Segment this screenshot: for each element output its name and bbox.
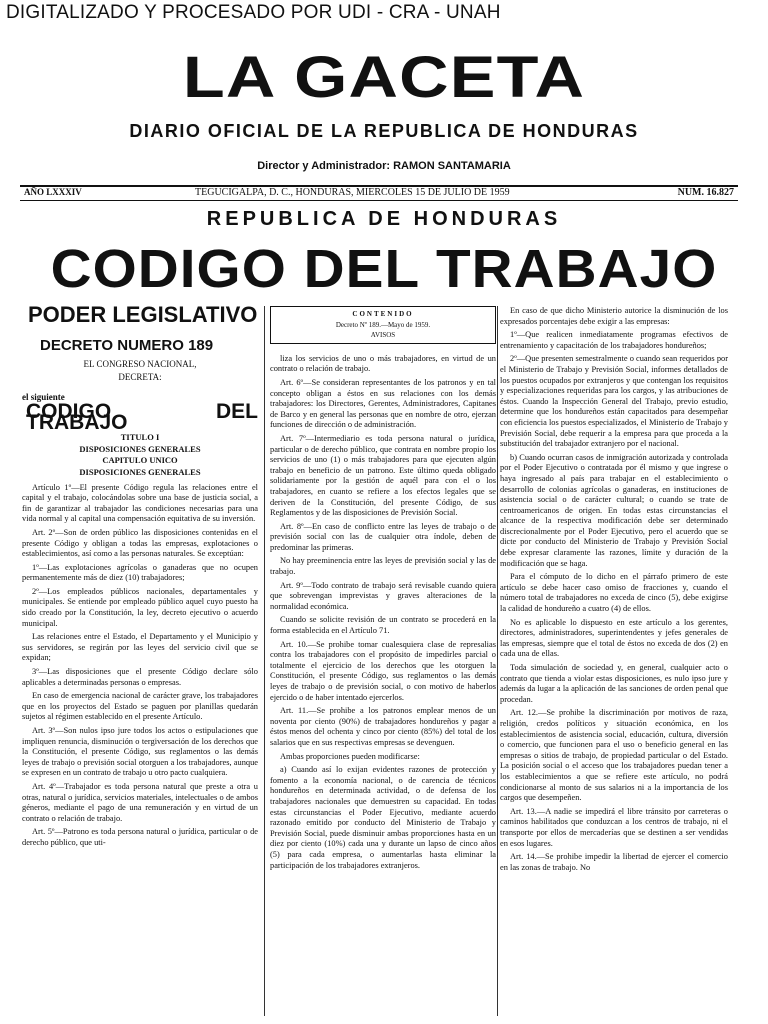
paragraph: Art. 9º—Todo contrato de trabajo será revisable cuando quiera que sobrevengan imprevistas y graves alteraciones de la normalidad económica. (270, 580, 496, 611)
paragraph: Para el cómputo de lo dicho en el párrafo primero de este artículo se debe hacer caso omiso de fracciones y, cuando el número total de trabajadores no exceda de cinco (5), debe exigirse la calidad de hondureño a cuatro (4) de ellos. (500, 572, 728, 614)
paragraph: En caso de que dicho Ministerio autorice la disminución de los expresados porcentajes debe exigir a las empresas: (500, 306, 728, 326)
paragraph: Art. 11.—Se prohibe a los patronos emplear menos de un noventa por ciento (90%) de trabajadores hondureños y pagar a éstos menos del ochenta y cinco por ciento (85%) del total de los salarios que en sus respectivas empresas se devenguen. (270, 706, 496, 747)
disposiciones-subheading: DISPOSICIONES GENERALES (79, 466, 201, 477)
paragraph: No es aplicable lo dispuesto en este artículo a los gerentes, directores, administradores, superintendentes y jefes generales de las empresas, siempre que el total de éstos no exceda de dos (2) en cada una de ellas. (500, 617, 728, 659)
paragraph: Ambas proporciones pueden modificarse: (280, 751, 420, 761)
disposiciones-heading: DISPOSICIONES GENERALES (79, 443, 201, 454)
paragraph: 2º—Que presenten semestralmente o cuando sean requeridos por el Ministerio de Trabajo y Previsión Social, informes detallados de los puestos ocupados por extranjeros y que contengan los requisitos y especializaciones requeridas para los cargos, y las atribuciones de éstos. Cuando la Inspección General del Trabajo, previo estudio, determine que los hondureños están capacitados para desempeñar con eficiencia los puestos especializados, el Ministerio de Trabajo y Previsión Social, debe requerir a la empresa para que proceda a la substitución del trabajador extranjero por el nacional. (500, 354, 728, 449)
paragraph: Art. 4º—Trabajador es toda persona natural que preste a otra u otras, natural o jurídica, servicios materiales, intelectuales o de ambos géneros, mediante el pago de una remuneración y en virtud de un contrato o relación de trabajo. (22, 781, 258, 823)
column-3 (500, 306, 728, 876)
paragraph: 2º—Los empleados públicos nacionales, departamentales y municipales. Se entiende por empleado público aquel cuyo puesto ha sido creado por la Constitución, la ley, decreto ejecutivo o acuerdo municipal. (22, 586, 258, 628)
poder-legislativo-heading: PODER LEGISLATIVO (28, 302, 258, 327)
codigo-title: CODIGO DEL TRABAJO (50, 239, 718, 299)
column-rule (264, 306, 265, 1016)
paragraph: Art. 13.—A nadie se impedirá el libre tránsito por carreteras o caminos habilitados que conduzcan a los centros de trabajo, ni el transporte por ellos de mercaderías que se destinen a ser vendidas en esos lugares. (500, 806, 728, 848)
place-date: TEGUCIGALPA, D. C., HONDURAS, MIERCOLES 15 DE JULIO DE 1959 (195, 187, 510, 198)
column-3-paragraphs (500, 306, 728, 873)
paragraph: Art. 6º—Se consideran representantes de los patronos y en tal concepto obligan a éstos en sus relaciones con los demás trabajadores: los Directores, Gerentes, Administradores, Capitanes de Barco y en general las personas que en nombre de otro, ejerzan funciones de dirección o de administración. (270, 377, 496, 430)
paragraph: Toda simulación de sociedad y, en general, cualquier acto o contrato que tienda a violar estas disposiciones, es nulo ipso jure y además da lugar a la aplicación de las sanciones de orden penal que procedan. (500, 663, 728, 704)
siguiente-line: el siguiente (22, 392, 65, 403)
paragraph: Art. 12.—Se prohibe la discriminación por motivos de raza, religión, credos políticos y situación económica, en los establecimientos de asistencia social, educación, cultura, diversión o comercio, que funcionen para el uso o beneficio general en las empresas o sitios de trabajo, de propiedad particular o del Estado. La posición social o el acceso que los trabajadores puedan tener a los establecimientos a que se refiere este artículo, no podrá condicionarse al monto de sus salarios ni a la importancia de los cargos que desempeñen. (500, 708, 728, 803)
year-volume: AÑO LXXXIV (24, 187, 82, 197)
avisos-line: AVISOS (370, 331, 396, 340)
paragraph: Cuando se solicite revisión de un contrato se procederá en la forma establecida en el Artículo 71. (270, 615, 496, 636)
column-2 (270, 306, 496, 874)
paragraph: Art. 7º—Intermediario es toda persona natural o jurídica, particular o de derecho público, que contrata en nombre propio los servicios de uno (1) o más trabajadores para que ejecuten algún trabajo en beneficio de un patrono. Este último queda obligado solidariamente por la gestión de aquél para con el o los trabajadores, en cuanto se refiere a los efectos legales que se deriven de la Constitución, del presente Código, de sus Reglamentos y de las disposiciones de Previsión Social. (270, 433, 496, 518)
contenido-box (270, 306, 496, 344)
paragraph: 1º—Que realicen inmediatamente programas efectivos de entrenamiento y capacitación de los trabajadores hondureños; (500, 330, 728, 350)
paragraph: Art. 5º—Patrono es toda persona natural o jurídica, particular o de derecho público, que uti- (22, 827, 258, 847)
paragraph: Art. 3º—Son nulos ipso jure todos los actos o estipulaciones que impliquen renuncia, disminución o tergiversación de los derechos que la Constitución, el presente Código, sus reglamentos o las demás leyes de trabajo o previsión social otorguen a los trabajadores, aunque se expresen en un contrato de trabajo u otro pacto cualquiera. (22, 726, 258, 778)
contenido-title: CONTENIDO (352, 310, 414, 318)
paragraph: No hay preeminencia entre las leyes de previsión social y las de trabajo. (270, 556, 496, 577)
paragraph: Las relaciones entre el Estado, el Departamento y el Municipio y sus servidores, se regirán por las leyes del servicio civil que se expidan; (22, 632, 258, 663)
decreta-line: DECRETA: (118, 371, 162, 382)
masthead-subtitle: DIARIO OFICIAL DE LA REPUBLICA DE HONDURAS (129, 121, 639, 141)
column-1 (22, 302, 258, 852)
paragraph: Art. 2º—Son de orden público las disposiciones contenidas en el presente Código y obligan a todas las empresas, explotaciones o establecimientos, así como a las personas naturales. Se exceptúan: (22, 527, 258, 559)
column-2-paragraphs (270, 354, 496, 871)
paragraph: liza los servicios de uno o más trabajadores, en virtud de un contrato o relación de trabajo. (270, 353, 496, 374)
paragraph: b) Cuando ocurran casos de inmigración autorizada y controlada por el Poder Ejecutivo o contratada por él mismo y que ingrese o haya ingresado al país para trabajar en el establecimiento o desarrollo de colonias agrícolas o ganaderas, en instituciones de asistencia social o de carácter cultural; o cuando se trate de centroamericanos de origen. En todas estas circunstancias el alcance de la respectiva modificación debe ser determinado discrecionalmente por el Poder Ejecutivo, pero el acuerdo que se dicte por conducto del Ministerio de Trabajo y Previsión Social debe expresar claramente las razones, límite y duración de la modificación que se haga. (500, 452, 728, 568)
codigo-subheading: CODIGO DEL TRABAJO (26, 399, 258, 434)
paragraph: Art. 8º—En caso de conflicto entre las leyes de trabajo o de previsión social con las de cualquier otra índole, deben de predominar las primeras. (270, 521, 496, 552)
paragraph: 3º—Las disposiciones que el presente Código declare sólo aplicables a determinadas personas o empresas. (22, 667, 258, 687)
director-line: Director y Administrador: RAMON SANTAMARIA (257, 160, 511, 172)
capitulo-heading: CAPITULO UNICO (102, 455, 178, 466)
issue-number: NUM. 16.827 (677, 187, 734, 198)
contenido-line: Decreto Nº 189.—Mayo de 1959. (335, 320, 431, 329)
column-rule (497, 306, 498, 1016)
congreso-line: EL CONGRESO NACIONAL, (83, 359, 197, 370)
paragraph: En caso de emergencia nacional de carácter grave, los trabajadores que en los proyectos del Estado se paguen por planillas quedarán sujetos al régimen establecido en el presente Artículo. (22, 691, 258, 722)
masthead-title: LA GACETA (182, 45, 586, 110)
paragraph: Art. 10.—Se prohibe tomar cualesquiera clase de represalias contra los trabajadores con el propósito de impedirles parcial o totalmente el ejercicio de los derechos que les otorguen la Constitución, el presente Código, sus reglamentos o las demás leyes de trabajo o de previsión social, o con motivo de haberlos ejercido o de haber intentado ejercerlos. (270, 639, 496, 702)
decreto-heading: DECRETO NUMERO 189 (40, 336, 214, 354)
titulo-heading: TITULO I (120, 432, 160, 443)
dateline (20, 185, 738, 201)
paragraph: 1º—Las explotaciones agrícolas o ganaderas que no ocupen permanentemente más de diez (10) trabajadores; (22, 562, 258, 583)
republica-heading: REPUBLICA DE HONDURAS (206, 208, 562, 230)
paragraph: a) Cuando así lo exijan evidentes razones de protección y fomento a la economía nacional, o de carencia de técnicos hondureños en determinada actividad, o de defensa de los trabajadores nacionales que demuestren su capacidad. En todas estas circunstancias el Poder Ejecutivo, mediante acuerdo razonado emitido por conducto del Ministerio de Trabajo y Previsión Social, puede disminuir ambas proporciones hasta en un diez por ciento (10%) cada una y durante un lapso de cinco años (5) para cada empresa, o aumentarlas hasta eliminar la participación de los trabajadores extranjeros. (270, 765, 496, 870)
paragraph: Artículo 1º—El presente Código regula las relaciones entre el capital y el trabajo, colocándolas sobre una base de justicia social, a fin de garantizar al trabajador las condiciones necesarias para una vida normal y al capital una compensación equitativa de su inversión. (22, 482, 258, 524)
digitized-notice: DIGITALIZADO Y PROCESADO POR UDI - CRA - UNAH (6, 2, 501, 23)
column-1-paragraphs (22, 483, 258, 849)
paragraph: Art. 14.—Se prohibe impedir la libertad de ejercer el comercio en las zonas de trabajo. No (500, 852, 728, 872)
